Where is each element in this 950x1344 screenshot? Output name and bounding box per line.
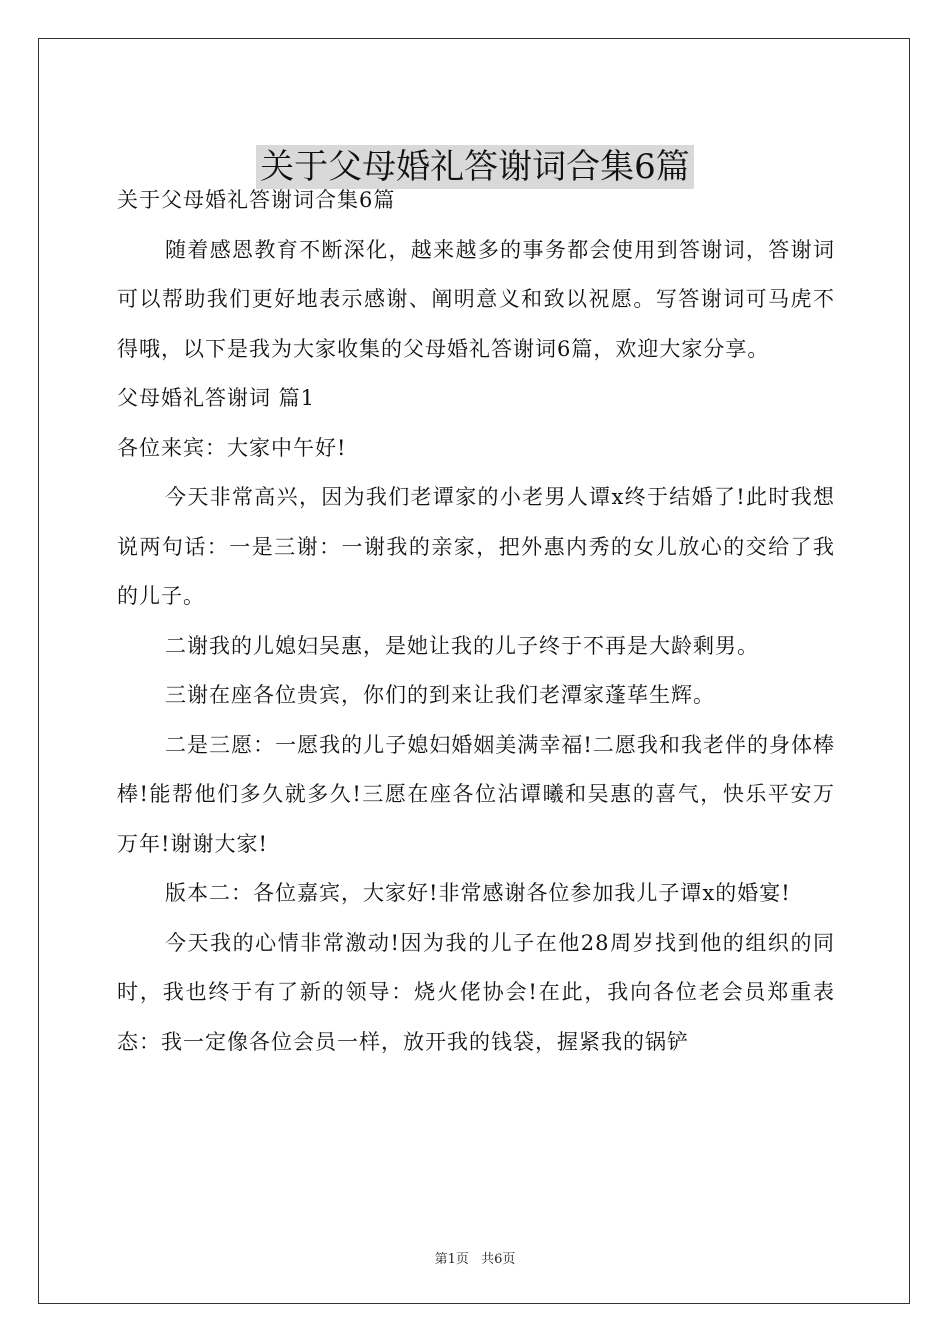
body-paragraph: 三谢在座各位贵宾，你们的到来让我们老潭家蓬荜生辉。 [165,683,715,707]
section-heading: 父母婚礼答谢词 篇1 [117,386,316,410]
body-paragraph: 今天非常高兴，因为我们老谭家的小老男人谭x终于结婚了!此时我想说两句话：一是三谢：一谢我的亲家，把外惠内秀的女儿放心的交给了我的儿子。 [117,485,835,608]
document-body [117,176,835,1067]
greeting-paragraph: 各位来宾：大家中午好! [117,435,347,460]
page-footer [0,1248,950,1267]
document-title: 关于父母婚礼答谢词合集6篇 [256,145,694,189]
page-number: 第1页 [434,1252,469,1267]
page-total: 共6页 [481,1252,516,1267]
subtitle-paragraph: 关于父母婚礼答谢词合集6篇 [117,188,396,212]
body-paragraph: 二谢我的儿媳妇吴惠，是她让我的儿子终于不再是大龄剩男。 [165,633,759,658]
body-paragraph: 版本二：各位嘉宾，大家好!非常感谢各位参加我儿子谭x的婚宴! [165,881,791,905]
body-paragraph: 今天我的心情非常激动!因为我的儿子在他28周岁找到他的组织的同时，我也终于有了新的领导：烧火佬协会!在此，我向各位老会员郑重表态：我一定像各位会员一样，放开我的钱袋，握紧我的锅铲 [117,930,835,1054]
intro-paragraph: 随着感恩教育不断深化，越来越多的事务都会使用到答谢词，答谢词可以帮助我们更好地表示感谢、阐明意义和致以祝愿。写答谢词可马虎不得哦，以下是我为大家收集的父母婚礼答谢词6篇，欢迎大家分享。 [117,237,835,361]
body-paragraph: 二是三愿：一愿我的儿子媳妇婚姻美满幸福!二愿我和我老伴的身体棒棒!能帮他们多久就多久!三愿在座各位沾谭曦和吴惠的喜气，快乐平安万万年!谢谢大家! [117,732,835,856]
